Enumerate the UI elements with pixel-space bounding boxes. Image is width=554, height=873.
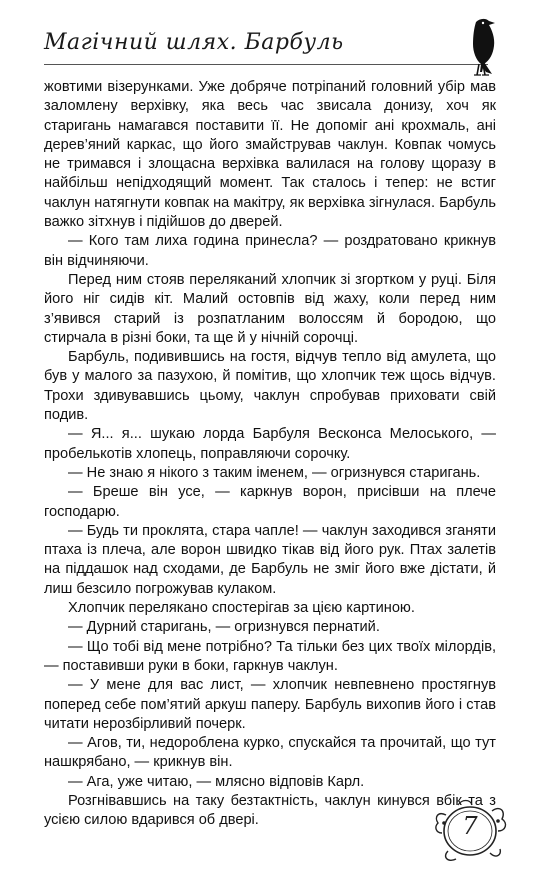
page-number: 7 bbox=[462, 812, 478, 840]
paragraph: — У мене для вас лист, — хлопчик невпевнено простягнув поперед себе пом’ятий аркуш паперу. Барбуль вихопив його і став читати нерозбірливий почерк. bbox=[44, 677, 496, 732]
paragraph: — Не знаю я нікого з таким іменем, — огризнувся старигань. bbox=[68, 464, 481, 481]
paragraph: — Що тобі від мене потрібно? Та тільки без цих твоїх мілордів, — поставивши руки в боки, гаркнув чаклун. bbox=[44, 638, 496, 674]
paragraph: — Будь ти проклята, стара чапле! — чаклун заходився зганяти птаха із плеча, але ворон швидко тікав від його рук. Птах залетів на піддашок над сходами, де Барбуль не зміг його вже дістати, й лиш безсило погрожував кулаком. bbox=[44, 522, 496, 597]
paragraph: — Бреше він усе, — каркнув ворон, присівши на плече господарю. bbox=[44, 484, 496, 520]
paragraph: Хлопчик перелякано спостерігав за цією картиною. bbox=[68, 600, 415, 617]
paragraph: — Агов, ти, недороблена курко, спускайся та прочитай, що тут нашкрябано, — крикнув він. bbox=[44, 735, 496, 771]
paragraph: жовтими візерунками. Уже добряче потріпаний головний убір мав заломлену верхівку, яка весь час звисала донизу, хоч як старигань намагався поставити її. Не допоміг ані крохмаль, ані дерев’яний каркас, що його змайстрував чаклун. Ковпак чомусь не тримався і злощасна верхівка валилася на голову щоразу в найбільш непідходящий момент. Так сталось і тепер: не встиг чаклун натягнути ковпак на макітру, як верхівка зігнулася. Барбуль важко зітхнув і підійшов до дверей. bbox=[44, 79, 497, 231]
paragraph: — Я... я... шукаю лорда Барбуля Весконса Мелоського, — пробелькотів хлопець, поправляючи сорочку. bbox=[44, 426, 496, 462]
paragraph: Барбуль, подивившись на гостя, відчув тепло від амулета, що був у малого за пазухою, й помітив, що хлопчик теж щось відчув. Трохи здивувавшись цьому, чаклун спробував приховати свій подив. bbox=[44, 349, 496, 424]
running-header-title: Магічний шлях. Барбуль bbox=[44, 30, 344, 55]
paragraph: Розгнівавшись на таку безтактність, чаклун кинувся вбік та з усією силою вдарився об двері. bbox=[44, 792, 496, 829]
paragraph: Перед ним стояв переляканий хлопчик зі згортком у руці. Біля його ніг сидів кіт. Малий остовпів від жаху, коли перед ним з’явився старий із розпатланим волоссям й бородою, що стирчала в різні боки, та ще й у нічній сорочці. bbox=[44, 271, 496, 346]
crow-icon bbox=[462, 14, 506, 76]
paragraph: — Дурний старигань, — огризнувся пернатий. bbox=[68, 619, 380, 636]
header-divider bbox=[44, 64, 488, 65]
body-text bbox=[44, 78, 496, 831]
paragraph: — Ага, уже читаю, — млясно відповів Карл. bbox=[68, 773, 365, 790]
paragraph: — Кого там лиха година принесла? — роздратовано крикнув він відчиняючи. bbox=[44, 233, 496, 269]
